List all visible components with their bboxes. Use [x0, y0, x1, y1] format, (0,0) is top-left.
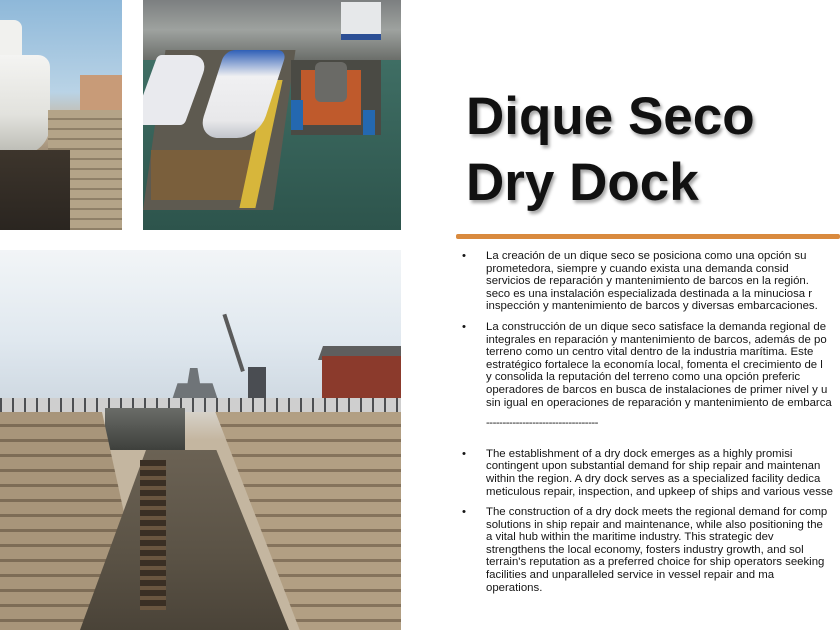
- crane: [238, 312, 268, 402]
- empty-dry-dock-photo: [0, 250, 401, 630]
- bullet-line: • The establishment of a dry dock emerges as a highly promisi: [486, 447, 793, 460]
- dock-tower-right: [363, 110, 375, 135]
- bullet-line: operations.: [486, 581, 543, 594]
- bullet-line: servicios de reparación y mantenimiento de barcos en la región.: [486, 275, 809, 288]
- bullet-line: terrain's reputation as a preferred choice for ship operators seeking: [486, 556, 825, 569]
- harbor-building: [80, 75, 122, 113]
- bullet-line: strengthens the local economy, fosters industry growth, and sol: [486, 543, 804, 556]
- bullet-line: • La construcción de un dique seco satisface la demanda regional de: [486, 320, 827, 333]
- title-spanish: Dique Seco: [466, 87, 755, 146]
- body-text: [462, 250, 840, 630]
- section-divider: ----------------------------------: [486, 417, 598, 430]
- shipyard-shed: [341, 2, 381, 40]
- bullet-es-1: [462, 250, 840, 313]
- aerial-shipyard-photo: [143, 0, 401, 230]
- bullet-line: terreno como un centro vital dentro de la industria marítima. Este: [486, 346, 814, 359]
- keel-blocks: [140, 460, 166, 610]
- bullet-line: seco es una instalación especializada destinada a la minuciosa r: [486, 287, 813, 300]
- dock-railing: [0, 398, 401, 412]
- bullet-line: • La creación de un dique seco se posiciona como una opción su: [486, 250, 807, 262]
- bullet-line: prometedora, siempre y cuando exista una demanda consid: [486, 262, 789, 275]
- bullet-line: integrales en reparación y mantenimiento de barcos, además de po: [486, 333, 827, 346]
- bullet-line: contingent upon substantial demand for ship repair and maintenan: [486, 460, 821, 473]
- bullet-es-2: [462, 321, 840, 409]
- cruise-ship-hull: [0, 55, 50, 155]
- dock-tower-left: [291, 100, 303, 130]
- crane-body: [248, 367, 266, 402]
- bullet-line: meticulous repair, inspection, and upkeep of ships and various vesse: [486, 485, 833, 498]
- bullet-line: facilities and unparalleled service in vessel repair and ma: [486, 569, 775, 582]
- slide-title: [466, 84, 755, 216]
- bullet-line: estratégico fortalece la economía local, fomenta el crecimiento de l: [486, 358, 823, 371]
- brick-building: [322, 356, 401, 404]
- bullet-en-1: [462, 448, 840, 498]
- bullet-line: within the region. A dry dock serves as a specialized facility dedica: [486, 472, 821, 485]
- bullet-en-2: [462, 506, 840, 594]
- title-underline: [456, 234, 840, 239]
- bullet-line: • The construction of a dry dock meets the regional demand for comp: [486, 506, 828, 519]
- dock-floor: [0, 150, 70, 230]
- cruise-ship-dock-photo: [0, 0, 122, 230]
- bullet-line: a vital hub within the maritime industry. This strategic dev: [486, 531, 774, 544]
- docked-vessel: [315, 62, 347, 102]
- title-english: Dry Dock: [466, 153, 699, 212]
- bullet-line: inspección y mantenimiento de barcos y diversas embarcaciones.: [486, 300, 818, 313]
- bullet-line: sin igual en operaciones de reparación y mantenimiento de embarca: [486, 396, 832, 409]
- bullet-line: y consolida la reputación del terreno como una opción preferic: [486, 371, 801, 384]
- bullet-line: operadores de barcos en busca de instalaciones de primer nivel y u: [486, 383, 828, 396]
- dock-gate: [105, 408, 185, 450]
- dry-dock-floor: [151, 150, 256, 200]
- bullet-line: solutions in ship repair and maintenance, while also positioning the: [486, 518, 823, 531]
